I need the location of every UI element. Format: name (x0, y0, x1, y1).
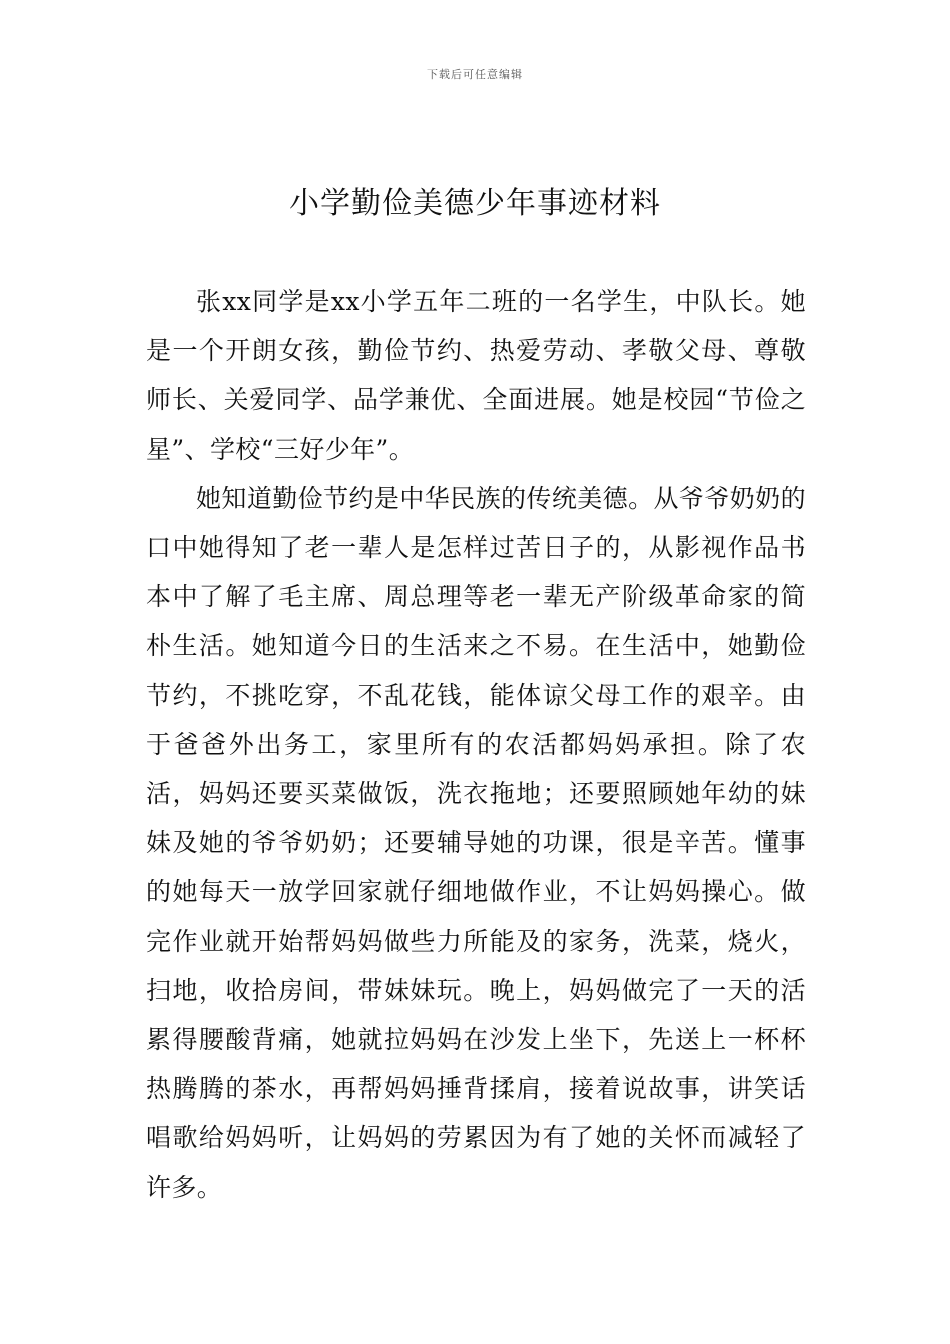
document-title: 小学勤俭美德少年事迹材料 (289, 186, 661, 221)
document-body (146, 277, 806, 1212)
paragraph-2: 她知道勤俭节约是中华民族的传统美德。从爷爷奶奶的口中她得知了老一辈人是怎样过苦日子的，从影视作品书本中了解了毛主席、周总理等老一辈无产阶级革命家的简朴生活。她知道今日的生活来之不易。在生活中，她勤俭节约，不挑吃穿，不乱花钱，能体谅父母工作的艰辛。由于爸爸外出务工，家里所有的农活都妈妈承担。除了农活，妈妈还要买菜做饭，洗衣拖地；还要照顾她年幼的妹妹及她的爷爷奶奶；还要辅导她的功课，很是辛苦。懂事的她每天一放学回家就仔细地做作业，不让妈妈操心。做完作业就开始帮妈妈做些力所能及的家务，洗菜，烧火，扫地，收拾房间，带妹妹玩。晚上，妈妈做完了一天的活累得腰酸背痛，她就拉妈妈在沙发上坐下，先送上一杯杯热腾腾的茶水，再帮妈妈捶背揉肩，接着说故事，讲笑话唱歌给妈妈听，让妈妈的劳累因为有了她的关怀而减轻了许多。 (146, 483, 806, 1202)
paragraph-1: 张xx同学是xx小学五年二班的一名学生，中队长。她是一个开朗女孩，勤俭节约、热爱劳动、孝敬父母、尊敬师长、关爱同学、品学兼优、全面进展。她是校园“节俭之星”、学校“三好少年”。 (146, 287, 806, 464)
header-note: 下载后可任意编辑 (427, 68, 523, 81)
